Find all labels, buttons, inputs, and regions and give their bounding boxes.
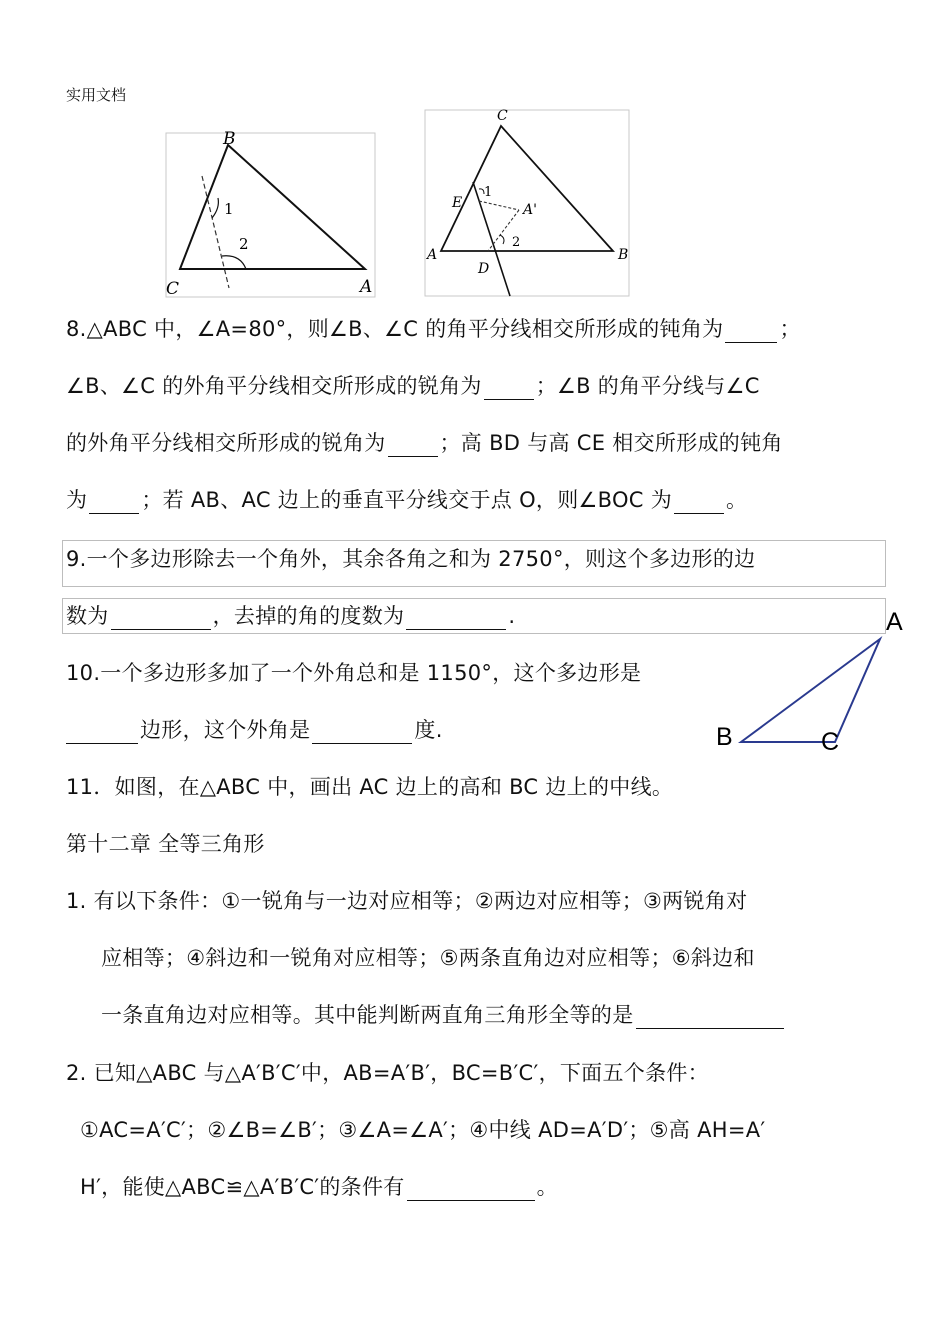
fig2-label-c: C [497, 108, 508, 124]
c1-blank[interactable] [636, 1006, 784, 1029]
q9-blank-1[interactable] [111, 607, 211, 630]
fig1-angle-1: 1 [224, 200, 234, 218]
figure-triangle-fold [420, 104, 635, 300]
c2-text-3b: 。 [536, 1175, 558, 1199]
q8-blank-2[interactable] [484, 377, 534, 400]
fig1-label-c: C [166, 279, 180, 299]
page-header: 实用文档 [66, 86, 127, 104]
q8-text-4c: 。 [726, 488, 748, 512]
q8-line-3 [66, 427, 783, 457]
q9-line-2 [66, 600, 515, 630]
q10-line-1: 10.一个多边形多加了一个外角总和是 1150°，这个多边形是 [66, 661, 642, 685]
c2-line-3 [80, 1171, 558, 1201]
figure-triangle-angle-bisector [160, 128, 380, 300]
fig1-label-b: B [223, 129, 236, 149]
q8-text-3a: 的外角平分线相交所形成的锐角为 [66, 431, 386, 455]
c1-line-1: 1. 有以下条件：①一锐角与一边对应相等；②两边对应相等；③两锐角对 [66, 889, 748, 913]
q8-text-4a: 为 [66, 488, 88, 512]
fig2-label-a-prime: A' [523, 202, 537, 218]
q10-text-2b: 度. [414, 718, 443, 742]
c1-line-2: 应相等；④斜边和一锐角对应相等；⑤两条直角边对应相等；⑥斜边和 [101, 946, 755, 970]
q9-blank-2[interactable] [406, 607, 506, 630]
q9-text-2a: 数为 [66, 604, 109, 628]
q9-text-2c: . [508, 604, 516, 628]
fig2-angle-1: 1 [484, 185, 493, 200]
q8-text-2a: ∠B、∠C 的外角平分线相交所形成的锐角为 [66, 374, 482, 398]
c1-text-3: 一条直角边对应相等。其中能判断两直角三角形全等的是 [101, 1003, 634, 1027]
fig2-label-b: B [618, 247, 629, 263]
q10-blank-1[interactable] [66, 721, 138, 744]
q8-text-1b: ； [779, 317, 801, 341]
q9-line-1: 9.一个多边形除去一个角外，其余各角之和为 2750°，则这个多边形的边 [66, 547, 756, 571]
fig2-angle-2: 2 [512, 235, 521, 250]
q8-blank-4[interactable] [89, 491, 139, 514]
fig1-label-a: A [360, 277, 373, 297]
q9-text-2b: ，去掉的角的度数为 [212, 604, 405, 628]
q8-line-1 [66, 313, 801, 343]
fig2-label-e: E [452, 195, 463, 211]
fig3-label-a: A [886, 608, 903, 636]
q8-blank-1[interactable] [725, 320, 777, 343]
fig2-label-a: A [427, 247, 438, 263]
q8-line-2 [66, 370, 760, 400]
fig3-label-c: C [821, 728, 840, 756]
c2-line-2: ①AC=A′C′；②∠B=∠B′；③∠A=∠A′；④中线 AD=A′D′；⑤高 AH=A′ [80, 1118, 766, 1142]
fig1-angle-2: 2 [239, 235, 249, 253]
q8-text-4b: ；若 AB、AC 边上的垂直平分线交于点 O，则∠BOC 为 [141, 488, 673, 512]
c1-line-3 [101, 999, 786, 1029]
c2-text-3a: H′，能使△ABC≌△A′B′C′的条件有 [80, 1175, 405, 1199]
fig3-label-b: B [716, 723, 733, 751]
q8-blank-3[interactable] [388, 434, 438, 457]
q10-line-2 [66, 714, 443, 744]
q8-blank-5[interactable] [674, 491, 724, 514]
q8-text-3b: ；高 BD 与高 CE 相交所形成的钝角 [439, 431, 783, 455]
c2-line-1: 2. 已知△ABC 与△A′B′C′中，AB=A′B′，BC=B′C′，下面五个条件： [66, 1061, 709, 1085]
q8-line-4 [66, 484, 747, 514]
q10-blank-2[interactable] [312, 721, 412, 744]
q8-text-1a: 8.△ABC 中，∠A=80°，则∠B、∠C 的角平分线相交所形成的钝角为 [66, 317, 724, 341]
q8-text-2b: ；∠B 的角平分线与∠C [535, 374, 760, 398]
q10-text-2a: 边形，这个外角是 [140, 718, 311, 742]
fig2-label-d: D [478, 261, 490, 277]
chapter-title: 第十二章 全等三角形 [66, 832, 265, 856]
q11-line: 11．如图，在△ABC 中，画出 AC 边上的高和 BC 边上的中线。 [66, 775, 674, 799]
c2-blank[interactable] [407, 1178, 535, 1201]
